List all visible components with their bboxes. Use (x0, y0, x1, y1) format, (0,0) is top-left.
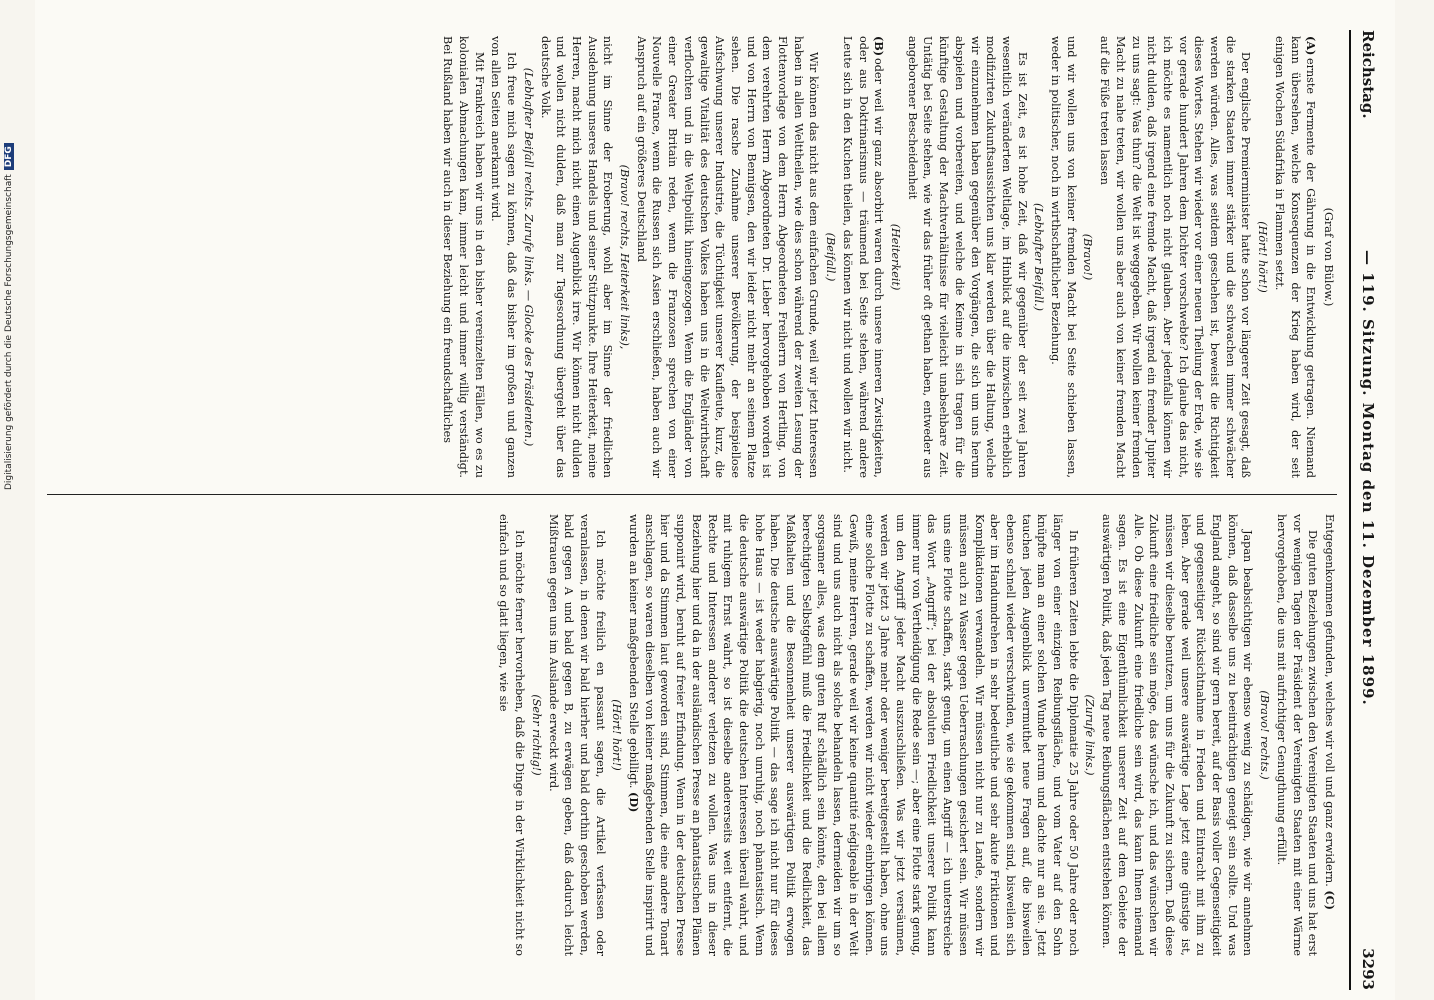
interjection: (Bravo! rechts.) (1258, 690, 1272, 780)
paragraph: Ich freue mich sagen zu können, daß das bisher im großen und ganzen von allen Seiten anerkannt wird. (489, 36, 519, 478)
paragraph: Die guten Beziehungen zwischen den Vereinigten Staaten und uns hat erst vor wenigen Tagen der Präsident der Vereinigten Staaten mit einer Wärme hervorgehoben, die uns mit aufrichtiger Genugthuung erfüllt. (1274, 514, 1320, 956)
credit-text: Digitalisierung gefördert durch die Deutsche Forschungsgemeinschaft (4, 174, 14, 490)
paragraph: (B)oder weil wir ganz absorbirt waren durch unsere inneren Zwistigkeiten, oder aus Doktrinarismus — träumend bei Seite stehen, während andere Leute sich in den Kuchen theilen, das können wir nicht und wollen wir nicht. (840, 36, 887, 478)
interjection: (Heiterkeit) (889, 223, 903, 291)
paragraph: und wir wollen uns von keiner fremden Macht bei Seite schieben lassen, weder in politischer, noch in wirthschaftlicher Beziehung. (1049, 36, 1078, 478)
interjection: (Bravo!) (1081, 233, 1095, 281)
interjection: (Lebhafter Beifall.) (1032, 203, 1046, 311)
speaker-label: (Graf von Bülow.) (1322, 207, 1335, 307)
interjection: (Hört! hört!) (1256, 221, 1270, 293)
header-left: Reichstag. (1359, 30, 1377, 119)
paragraph: (A)ernste Fermente der Gährung in die Entwicklung getragen. Niemand kann übersehen, welche Konsequenzen der Krieg haben wird, der seit einigen Wochen Südafrika in Flammen setzt. (1272, 36, 1319, 478)
margin-marker-c: (C) (1323, 890, 1337, 910)
rotated-page (35, 0, 1395, 1000)
paragraph: Ich möchte ferner hervorheben, daß die Dinge in der Wirklichkeit nicht so einfach und so glatt liegen, wie sie (497, 514, 527, 956)
header-title: — 119. Sitzung. Montag den 11. Dezember 1899. (1359, 250, 1377, 706)
paragraph: In früheren Zeiten lebte die Diplomatie 25 Jahre oder 50 Jahre oder noch länger von einer einzigen Reibungsfläche, und vom Vater auf den Sohn knüpfte man an einer solchen Wunde herum und dachte nur an sie. Jetzt tauchen jeden Augenblick unvermuthet neue Fragen auf, die bisweilen ebenso schnell wieder verschwinden, wie sie gekommen sind, bisweilen sich aber im Handumdrehen in sehr bedeutliche und sehr akute Friktionen und Komplikationen verwandeln. Wir müssen nicht nur zu Lande, sondern wir müssen auch zu Wasser gegen Ueberraschungen gesichert sein. Wir müssen uns eine Flotte schaffen, stark genug, um einen Angriff — ich unterstreiche das Wort „Angriff“; bei der absoluten Friedlichkeit unserer Politik kann immer nur von Vertheidigung die Rede sein —; aber eine Flotte stark genug, um den Angriff jeder Macht auszuschließen. Was wir jetzt versäumen, werden wir jetzt 3 Jahre mehr oder weniger bereitgestellt haben, ohne uns eine solche Flotte zu schaffen, werden wir nicht wieder einbringen können. Gewiß, meine Herren, gerade weil wir keine quantité négligeable in der Welt sind und uns auch nicht als solche behandeln lassen, dermeiden wir um so sorgsamer alles, was dem guten Ruf schädlich sein könnte, den bei allem berechtigten Selbstgefühl muß die Friedlichkeit und die Redlichkeit, das Maßhalten und die Besonnenheit unserer auswärtigen Politik erwogen haben. Die deutsche auswärtige Politik — das sage ich nicht nur für dieses hohe Haus — ist weder habgierig, noch unruhig, noch phantastisch. Wenn die deutsche auswärtige Politik die deutschen Interessen überall wahrt, und mit ruhigem Ernst wahrt, so ist dieselbe andererseits weit entfernt, die Rechte und Interessen anderer verletzen zu wollen. Was uns in dieser Beziehung hier und da in der ausländischen Presse an phantastischen Plänen supponirt wird, beruht auf freier Erfindung. Wenn in der deutschen Presse hier und da Stimmen laut geworden sind, Stimmen, die eine andere Tonart anschlagen, so waren dieselben von keiner maßgebenden Stelle inspirirt und wurden an keiner maßgebenden Stelle gebilligt. (D) (627, 514, 1080, 956)
interjection: (Sehr richtig!) (529, 694, 543, 776)
paragraph: Ich möchte freilich en passant sagen, die Artikel verfassen oder veranlassen, in denen wir bald hierher und bald dorthin geschoben werden, bald gegen A und bald gegen B, zu erwägen geben, daß dadurch leicht Mißtrauen gegen uns im Auslande erweckt wird. (546, 514, 607, 956)
dfg-logo: DFG (4, 143, 14, 170)
interjection: (Hört! hört!) (610, 699, 624, 771)
paragraph: nicht im Sinne der Eroberung, wohl aber im Sinne der friedlichen Ausdehnung unseres Handels und seiner Stützpunkte. Ihre Heiterkeit, meine Herren, macht mich nicht einen Augenblick irre. Wir können nicht dulden und wollen nicht dulden, daß man zur Tagesordnung übergeht über das deutsche Volk. (538, 36, 615, 478)
right-column (47, 514, 1337, 956)
interjection: (Beifall.) (824, 232, 838, 282)
paragraph: Wir können das nicht aus dem einfachen Grunde, weil wir jetzt Interessen haben in allen Welttheilen, wie dies schon während der zweiten Lesung der Flottenvorlage von dem Herrn Abgeordneten Freiherrn von Hertling, von dem verehrten Herrn Abgeordneten Dr. Lieber hervorgehoben worden ist und von Herrn von Bennigsen, den wir leider nicht mehr an seinem Platze sehen. Die rasche Zunahme unserer Bevölkerung, der beispiellose Aufschwung unserer Industrie, die Tüchtigkeit unserer Kaufleute, kurz, die gewaltige Vitalität des deutschen Volkes haben uns in die Weltwirthschaft verflochten und in die Weltpolitik hineingezogen. Wenn die Engländer von einer Greater Britain reden, wenn die Franzosen sprechen von einer Nouvelle France, wenn die Russen sich Asien erschließen, haben auch wir Anspruch auf ein größeres Deutschland (634, 36, 821, 478)
left-column (47, 36, 1337, 478)
paragraph: Japan beabsichtigen wir ebenso wenig zu schädigen, wie wir annehmen können, daß dasselbe uns zu beeinträchtigen geneigt sein sollte. Und was England angeht, so sind wir gern bereit, auf der Basis voller Gegenseitigkeit und gegenseitiger Rücksichtnahme in Frieden und Eintracht mit ihm zu leben. Aber gerade weil unsere auswärtige Lage jetzt eine günstige ist, müssen wir dieselbe benutzen, um uns für die Zukunft zu sichern. Daß diese Zukunft eine friedliche sein möge, das wünsche ich, und das wünschen wir Alle. Ob diese Zukunft eine friedliche sein wird, das kann Ihnen niemand sagen. Es ist eine Eigenthümlichkeit unserer Zeit auf dem Gebiete der auswärtigen Politik, daß jeden Tag neue Reibungsflächen entstehen können. (1100, 514, 1255, 956)
interjection: (Lebhafter Beifall rechts. Zurufe links. — Glocke des Präsidenten.) (521, 67, 535, 447)
interjection: (Zurufe links.) (1083, 694, 1097, 776)
column-divider (47, 494, 1337, 495)
interjection: (Bravo! rechts, Heiterkeit links), (618, 164, 632, 350)
page-header (1349, 30, 1381, 990)
paragraph: Der englische Premierminister hatte schon vor längerer Zeit gesagt, daß die starken Staaten immer stärker und die schwachen immer schwächer werden würden. Alles, was seitdem geschehen ist, beweist die Richtigkeit dieses Wortes. Stehen wir wieder vor einer neuen Theilung der Erde, wie sie vor gerade hundert Jahren dem Dichter vorschwebte? Ich glaube das nicht, ich möchte es namentlich noch nicht glauben. Aber jedenfalls können wir nicht dulden, daß irgend eine fremde Macht, daß irgend ein fremder Jupiter zu uns sagt: Was thun? die Welt ist weggegeben. Wir wollen keiner fremden Macht zu nahe treten, wir wollen uns aber auch von keiner fremden Macht auf die Füße treten lassen (1098, 36, 1253, 478)
margin-marker-d: (D) (627, 792, 642, 813)
page-number: 3293 (1359, 948, 1377, 990)
paragraph: Entgegenkommen gefunden, welches wir voll und ganz erwidern. (C) (1323, 514, 1337, 910)
digitization-credit (4, 143, 14, 490)
paragraph: Mit Frankreich haben wir uns in den bisher vereinzelten Fällen, wo es zu kolonialen Abmachungen kam, immer leicht und immer willig verständigt. Bei Rußland haben wir auch in dieser Beziehung ein freundschaftliches (441, 36, 486, 478)
margin-marker-b: (B) (872, 36, 887, 57)
margin-marker-a: (A) (1304, 36, 1319, 56)
paragraph: Es ist Zeit, es ist hohe Zeit, daß wir gegenüber der seit zwei Jahren wesentlich veränderten Weltlage, im Hinblick auf die inzwischen erheblich modifizirten Zukunftsaussichten uns klar werden über die Haltung, welche wir einzunehmen haben gegenüber den Vorgängen, die sich um uns herum abspielen und vorbereiten, und welche die Keime in sich tragen für die künftige Gestaltung der Machtverhältnisse für vielleicht unabsehbare Zeit. Untätig bei Seite stehen, wie wir das früher oft gethan haben, entweder aus angeborener Bescheidenheit (905, 36, 1029, 478)
